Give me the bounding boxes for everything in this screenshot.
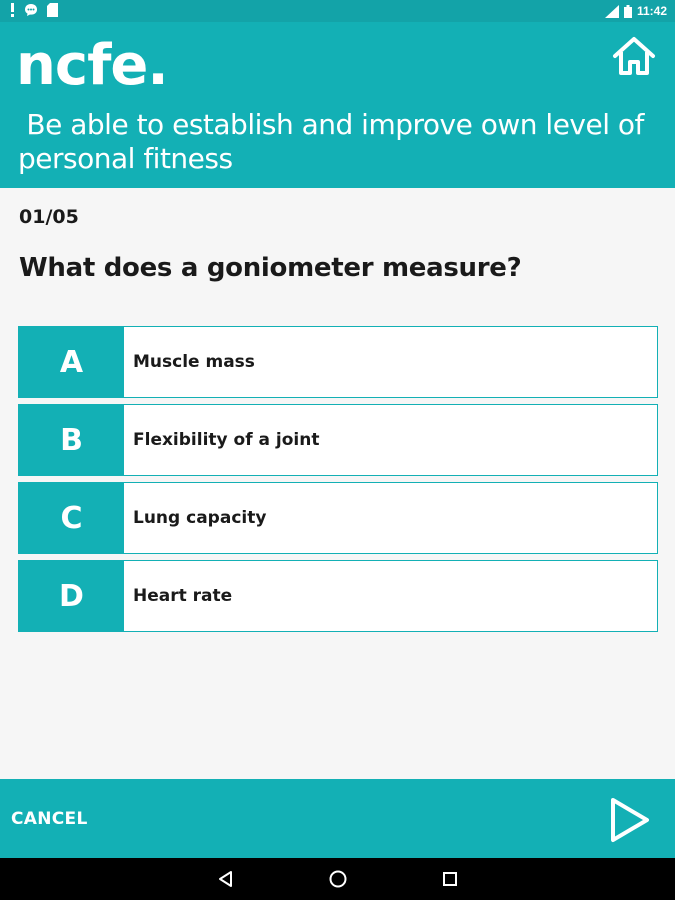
battery-icon [624,5,632,18]
back-button[interactable] [216,869,236,889]
recents-button[interactable] [440,869,460,889]
answer-option-d[interactable] [18,560,658,632]
home-button[interactable] [611,36,657,76]
ncfe-logo: ncfe. [16,33,168,98]
answer-text: Flexibility of a joint [133,430,320,450]
home-circle-icon [328,869,348,889]
alert-icon [10,3,15,17]
chat-icon [24,3,38,17]
answer-letter: C [19,483,124,553]
home-icon [611,61,657,80]
cancel-button[interactable]: CANCEL [11,809,88,829]
play-next-icon [609,828,651,847]
recents-icon [440,869,460,889]
footer-bar [0,779,675,858]
app-header [0,22,675,188]
sd-card-icon [47,3,58,17]
answer-text: Lung capacity [133,508,267,528]
answer-letter: D [19,561,124,631]
status-right-icons [605,4,667,18]
answer-option-a[interactable] [18,326,658,398]
answer-option-c[interactable] [18,482,658,554]
question-text: What does a goniometer measure? [19,253,522,283]
answer-letter: A [19,327,124,397]
unit-title: Be able to establish and improve own level of personal fitness [18,108,653,175]
answer-text: Muscle mass [133,352,255,372]
system-nav-bar [0,858,675,900]
status-left-icons [10,3,58,17]
clock-time: 11:42 [636,4,667,18]
status-bar [0,0,675,22]
answer-option-b[interactable] [18,404,658,476]
answer-letter: B [19,405,124,475]
signal-icon [605,5,619,18]
question-counter: 01/05 [19,206,79,228]
answer-list [18,326,658,638]
answer-text: Heart rate [133,586,233,606]
home-nav-button[interactable] [328,869,348,889]
next-button[interactable] [609,797,651,843]
back-icon [216,869,236,889]
